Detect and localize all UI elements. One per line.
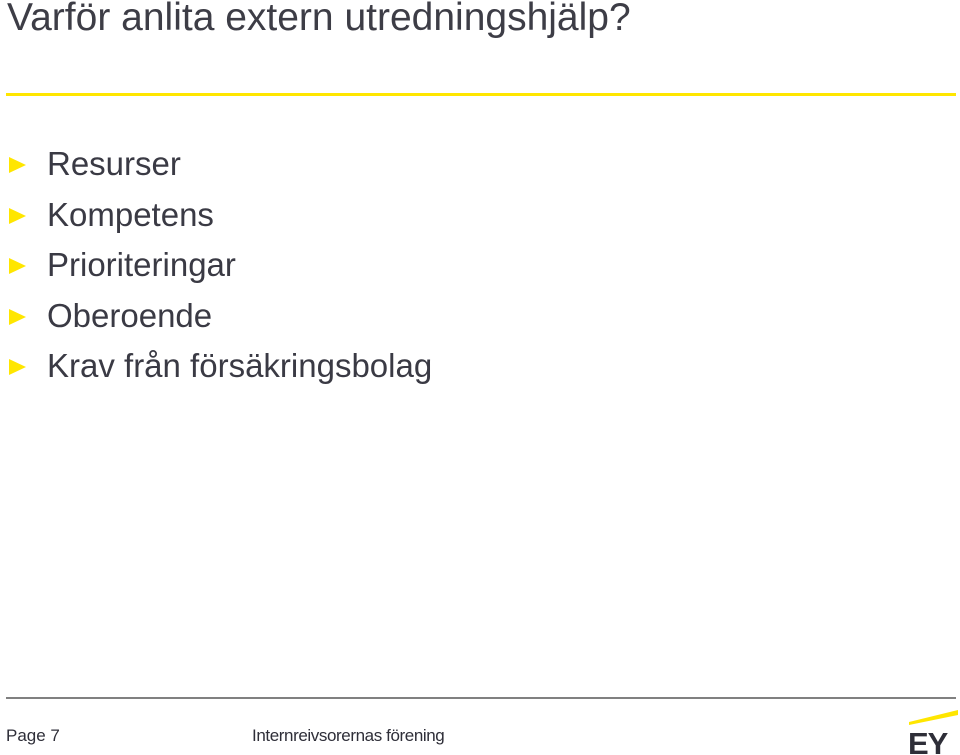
footer-divider [6, 697, 956, 699]
bullet-text: Resurser [47, 145, 181, 182]
ey-logo-icon [906, 705, 960, 755]
bullet-arrow-icon [9, 359, 26, 375]
bullet-arrow-icon [9, 309, 26, 325]
bullet-arrow-icon [9, 258, 26, 274]
page-number: Page 7 [6, 726, 60, 745]
bullet-text: Oberoende [47, 296, 213, 334]
logo-beam [909, 710, 958, 725]
organization-name: Internreivsorernas förening [252, 726, 445, 745]
bullet-text: Krav från försäkringsbolag [47, 347, 433, 384]
logo-text: EY [908, 726, 948, 755]
slide-title: Varför anlita extern utredningshjälp? [7, 0, 631, 39]
bullet-arrow-icon [9, 208, 26, 224]
title-divider [6, 93, 956, 96]
bullet-text: Prioriteringar [47, 246, 236, 283]
bullet-text: Kompetens [47, 195, 214, 233]
bullet-arrow-icon [9, 157, 26, 173]
